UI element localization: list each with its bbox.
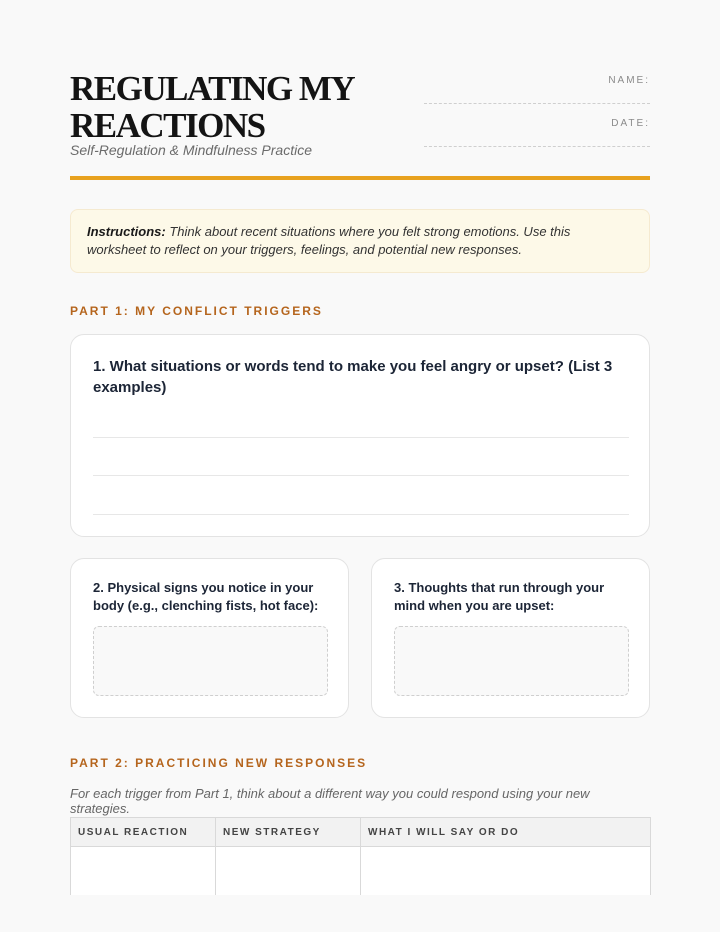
answer-line-2[interactable] — [93, 475, 629, 476]
instructions-lead: Instructions: — [87, 224, 166, 239]
question-3-text: 3. Thoughts that run through your mind when you are upset: — [394, 580, 605, 613]
question-2-text: 2. Physical signs you notice in your body (e.g., clenching fists, hot face): — [93, 580, 319, 613]
part1-heading: PART 1: MY CONFLICT TRIGGERS — [70, 304, 323, 318]
part2-heading: PART 2: PRACTICING NEW RESPONSES — [70, 756, 368, 770]
column-header-what-i-will-say: WHAT I WILL SAY OR DO — [361, 818, 651, 847]
name-field-line[interactable] — [424, 103, 650, 104]
date-field-line[interactable] — [424, 146, 650, 147]
responses-table — [70, 817, 651, 895]
answer-line-1[interactable] — [93, 437, 629, 438]
question-2-answer-box[interactable] — [93, 626, 328, 696]
column-header-usual-reaction: USUAL REACTION — [71, 818, 216, 847]
page-subtitle: Self-Regulation & Mindfulness Practice — [70, 142, 313, 158]
question-3-card — [371, 558, 650, 718]
header-divider — [70, 176, 650, 180]
usual-reaction-cell[interactable] — [71, 847, 216, 896]
what-i-will-say-cell[interactable] — [361, 847, 651, 896]
question-3-answer-box[interactable] — [394, 626, 629, 696]
column-header-new-strategy: NEW STRATEGY — [216, 818, 361, 847]
part2-description: For each trigger from Part 1, think about a different way you could respond using your new strategies. — [70, 786, 590, 816]
name-label: NAME: — [608, 75, 650, 86]
instructions-text: Think about recent situations where you felt strong emotions. Use this worksheet to reflect on your triggers, feelings, and potential new responses. — [87, 224, 571, 257]
instructions-box — [70, 209, 650, 273]
table-row — [71, 847, 651, 896]
page-title: REGULATING MY REACTIONS — [70, 69, 353, 145]
answer-line-3[interactable] — [93, 514, 629, 515]
table-header-row — [71, 818, 651, 847]
new-strategy-cell[interactable] — [216, 847, 361, 896]
date-label: DATE: — [611, 118, 650, 129]
question-1-card — [70, 334, 650, 537]
question-1-text: 1. What situations or words tend to make you feel angry or upset? (List 3 examples) — [93, 358, 613, 396]
question-2-card — [70, 558, 349, 718]
worksheet-page — [70, 0, 650, 932]
